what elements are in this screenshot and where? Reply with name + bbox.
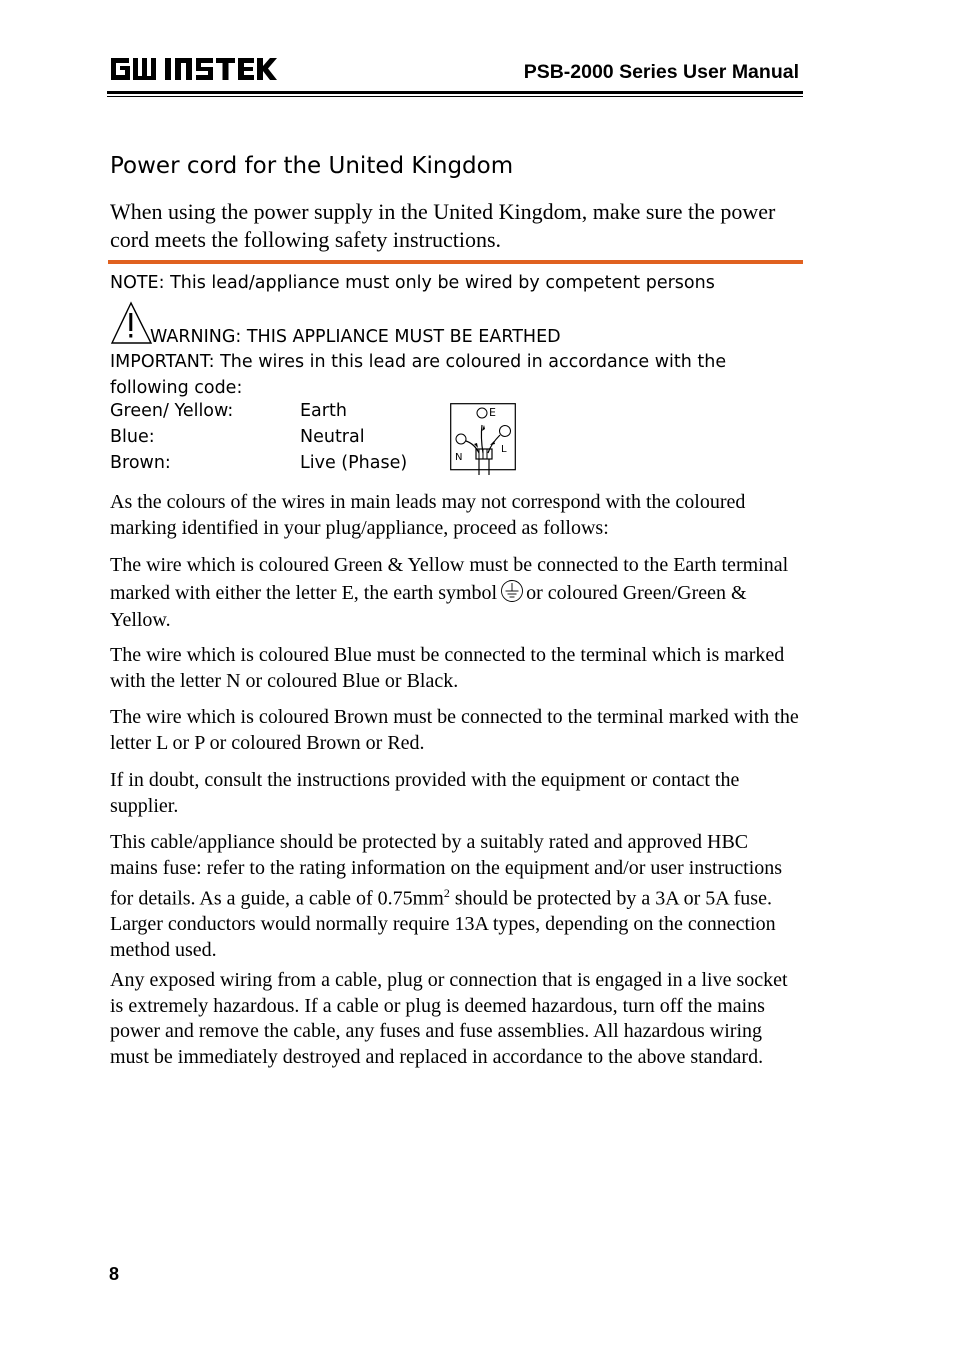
paragraph-text: The wire which is coloured Green & Yellow must be connected to the Earth terminal marked with either the letter E, the earth symbol (110, 554, 789, 604)
header-divider-thin (107, 96, 803, 97)
gw-instek-logo (109, 54, 279, 84)
wire-colour: Green/ Yellow: (110, 401, 234, 421)
page-number: 8 (109, 1264, 120, 1284)
paragraph-consult-supplier: If in doubt, consult the instructions provided with the equipment or contact the supplier. (110, 769, 740, 817)
wire-meaning: Neutral (300, 427, 365, 447)
wire-colour: Brown: (110, 453, 171, 473)
uk-plug-wiring-diagram (450, 403, 516, 475)
superscript: 2 (443, 886, 450, 900)
header-divider (107, 91, 803, 94)
paragraph-text: This cable/appliance should be protected by a suitably rated and approved HBC mains fuse: refer to the rating information on the equipment and/or user instructions for details. As a guide, a cable of 0.75mm (110, 831, 783, 910)
wire-colour: Blue: (110, 427, 155, 447)
section-title: Power cord for the United Kingdom (110, 153, 514, 179)
important-text: IMPORTANT: The wires in this lead are coloured in accordance with the following code: (110, 352, 727, 398)
wire-meaning: Earth (300, 401, 347, 421)
earth-ground-icon (500, 579, 524, 603)
paragraph-fuse-protection (110, 830, 800, 963)
paragraph-exposed-wiring: Any exposed wiring from a cable, plug or connection that is engaged in a live socket is extremely hazardous. If a cable or plug is deemed hazardous, turn off the mains power and remove the cable, any fuses and fuse assemblies. All hazardous wiring must be immediately destroyed and replaced in accordance to the above standard. (110, 969, 788, 1068)
paragraph-text: should be protected by a 3A or 5A fuse. Larger conductors would normally require 13A types, depending on the connection method used. (110, 887, 776, 961)
paragraph-colour-mismatch: As the colours of the wires in main leads may not correspond with the coloured marking identified in your plug/appliance, proceed as follows: (110, 491, 746, 539)
paragraph-earth-wire (110, 552, 800, 634)
note-text: NOTE: This lead/appliance must only be wired by competent persons (110, 273, 715, 293)
paragraph-blue-wire: The wire which is coloured Blue must be connected to the terminal which is marked with the letter N or coloured Blue or Black. (110, 644, 785, 692)
wire-meaning: Live (Phase) (300, 453, 408, 473)
paragraph-brown-wire: The wire which is coloured Brown must be connected to the terminal marked with the letter L or P or coloured Brown or Red. (110, 706, 799, 754)
section-divider (108, 260, 803, 264)
paragraph-text: or coloured Green/Green & Yellow. (110, 582, 747, 631)
manual-title: PSB-2000 Series User Manual (523, 61, 799, 83)
plug-label-n: N (455, 452, 463, 463)
warning-triangle-icon (110, 301, 154, 345)
section-intro: When using the power supply in the United Kingdom, make sure the power cord meets the following safety instructions. (110, 199, 776, 252)
warning-text: WARNING: THIS APPLIANCE MUST BE EARTHED (150, 327, 561, 347)
plug-label-e: E (489, 406, 496, 419)
plug-label-l: L (501, 444, 507, 455)
